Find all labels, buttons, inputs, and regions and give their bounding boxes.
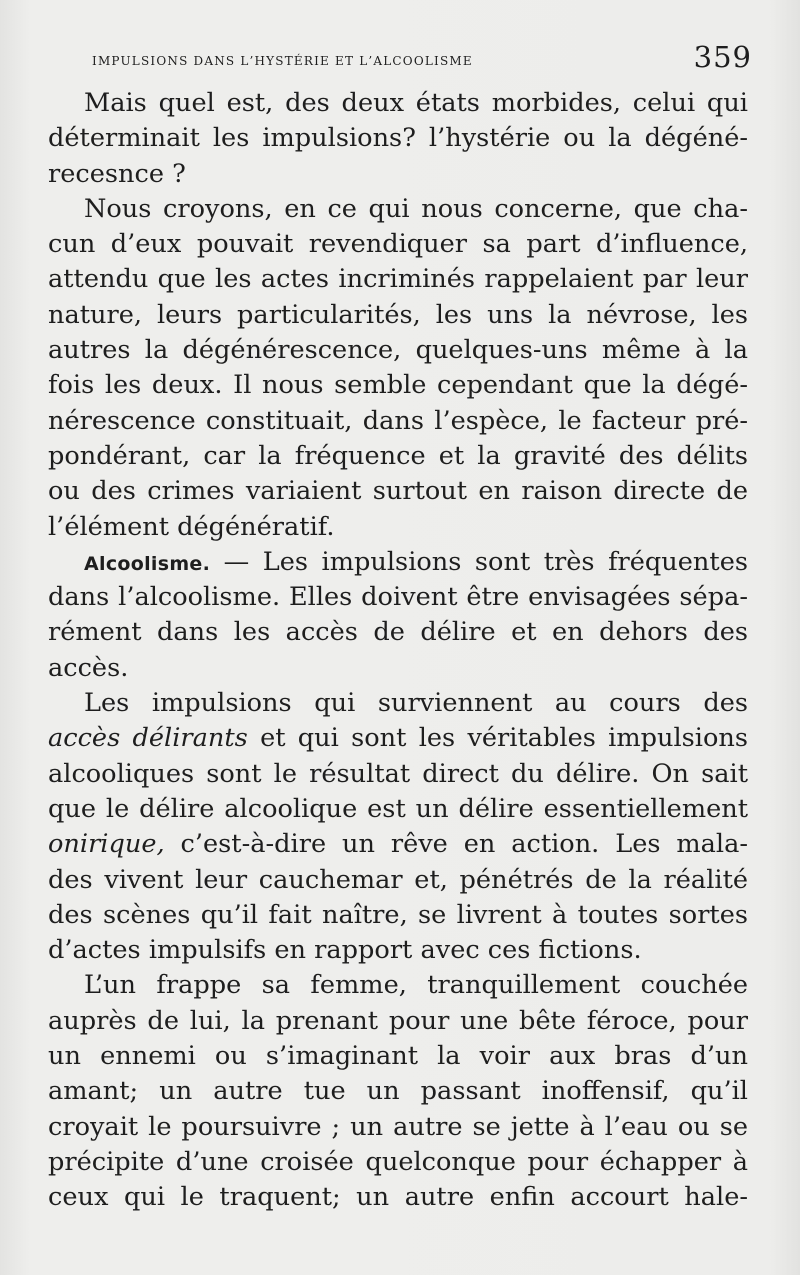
section-runin-heading: Alcoolisme. — [84, 552, 211, 575]
text-line: précipite d’une croisée quelconque pour échapper à — [48, 1146, 748, 1177]
text-line: Nous croyons, en ce qui nous concerne, que cha- — [84, 193, 748, 224]
text-line: l’élément dégénératif. — [48, 511, 335, 542]
text-line: dans l’alcoolisme. Elles doivent être envisagées sépa- — [48, 582, 748, 613]
text-line: Les impulsions qui surviennent au cours des — [84, 688, 748, 719]
text-line: ou des crimes variaient surtout en raison directe de — [48, 476, 748, 507]
text-line: des vivent leur cauchemar et, pénétrés de la réalité — [48, 864, 748, 895]
text-line: que le délire alcoolique est un délire essentiellement — [48, 793, 748, 824]
text-line: accès. — [48, 652, 129, 683]
text-line-rest: et qui sont les véritables impulsions — [247, 723, 749, 754]
text-line: pondérant, car la fréquence et la gravité des délits — [48, 440, 748, 471]
text-line: amant; un autre tue un passant inoffensif, qu’il — [48, 1076, 748, 1107]
text-line — [48, 545, 748, 580]
italic-term: accès délirants — [48, 723, 248, 754]
text-line: déterminait les impulsions? l’hystérie ou la dégéné- — [48, 123, 748, 154]
text-line: recesnce ? — [48, 158, 186, 189]
text-line: nature, leurs particularités, les uns la névrose, les — [48, 299, 748, 330]
text-line-rest: — Les impulsions sont très fréquentes — [210, 546, 748, 577]
text-line — [48, 827, 748, 862]
body-text — [48, 86, 748, 1216]
text-line: alcooliques sont le résultat direct du délire. On sait — [48, 758, 748, 789]
running-title: impulsions dans l’hystérie et l’alcoolisme — [92, 50, 473, 70]
text-line: d’actes impulsifs en rapport avec ces fictions. — [48, 935, 642, 966]
text-line: un ennemi ou s’imaginant la voir aux bras d’un — [48, 1041, 748, 1072]
text-line — [48, 721, 748, 756]
text-line: nérescence constituait, dans l’espèce, le facteur pré- — [48, 405, 748, 436]
running-head — [92, 40, 752, 80]
text-line-rest: c’est-à-dire un rêve en action. Les mala- — [164, 829, 748, 860]
text-line: fois les deux. Il nous semble cependant que la dégé- — [48, 370, 748, 401]
text-line: rément dans les accès de délire et en dehors des — [48, 617, 748, 648]
text-line: ceux qui le traquent; un autre enfin accourt hale- — [48, 1182, 748, 1213]
text-line: autres la dégénérescence, quelques-uns même à la — [48, 335, 748, 366]
text-line: L’un frappe sa femme, tranquillement couchée — [84, 970, 748, 1001]
text-line: attendu que les actes incriminés rappelaient par leur — [48, 264, 748, 295]
italic-term: onirique, — [48, 829, 165, 860]
page-number: 359 — [693, 40, 752, 74]
text-line: croyait le poursuivre ; un autre se jette à l’eau ou se — [48, 1111, 748, 1142]
text-line: des scènes qu’il fait naître, se livrent à toutes sortes — [48, 899, 748, 930]
text-line: auprès de lui, la prenant pour une bête féroce, pour — [48, 1005, 748, 1036]
text-line: cun d’eux pouvait revendiquer sa part d’influence, — [48, 229, 748, 260]
text-line: Mais quel est, des deux états morbides, celui qui — [84, 88, 748, 118]
